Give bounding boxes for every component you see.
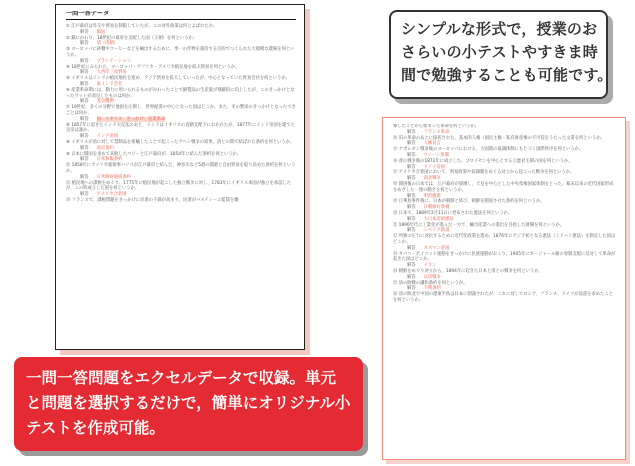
feature-callout-excel-data xyxy=(14,357,363,451)
answer-label: 解答 xyxy=(407,129,416,135)
callout-line: さらいの小テストやすきま時 xyxy=(401,43,599,61)
question-text: ⑱ 開国後の日本では、江戸幕府が崩壊し、天皇を中心とした中央集権国家体制をとった。幕末以来の近代国家形成をめざした一連の動きを何というか。 xyxy=(393,181,614,193)
question-text: ⑬ フランスで、課税問題をきっかけに民衆の不満が高まり、民衆がバスティーユ監獄を襲 xyxy=(66,197,239,203)
answer-text: イラン xyxy=(423,263,437,269)
left-page-content xyxy=(66,11,296,345)
answer-text: 人権宣言 xyxy=(423,141,441,147)
answer-label: 解答 xyxy=(407,216,416,222)
answer-label: 解答 xyxy=(80,29,89,35)
answer-label: 解答 xyxy=(80,157,89,163)
question-text: ① 江戸幕府は外交や貿易を制限していたが、この対外政策は何とよばれたか。 xyxy=(66,24,218,29)
callout-line: 間で勉強することも可能です。 xyxy=(401,66,613,84)
callout-line: テストを作成可能。 xyxy=(26,419,165,437)
answer-label: 解答 xyxy=(407,228,416,234)
answer-text: 日朝修好条規 xyxy=(423,205,450,211)
answer-text: 明治維新 xyxy=(423,193,441,199)
answer-text: ドイツ帝国 xyxy=(423,164,445,170)
answer-label: 解答 xyxy=(407,141,416,147)
answer-text: 南京条約 xyxy=(96,145,114,151)
answer-text: オスマン帝国 xyxy=(423,245,450,251)
answer-text: 東インド会社 xyxy=(96,81,123,87)
question-text: ㉑ 1890年代に工業化が進んだ一方で、輸出産業への進出を目指した財閥を何というか。 xyxy=(393,222,565,228)
answer-text: 鎖国 xyxy=(96,29,106,35)
question-text: ㉔ 朝鮮をめぐり対立から、1894年に起きた日本と清との戦争を何というか。 xyxy=(393,268,543,274)
answer-label: 解答 xyxy=(407,176,416,182)
question-text: ⑫ 植民地への課税をめぐり、1775年に植民地が起こした独立戦争に対し、1783年にイギリス本国が独立を承認したが、この時成立した国を何というか。 xyxy=(66,180,292,192)
question-text: ③ ヨーロッパに砂糖やコーヒーなどを輸出するために、単一の作物を栽培する目的でつくられた大規模な農場を何というか。 xyxy=(66,47,295,58)
answer-text: 下関条約 xyxy=(423,286,441,292)
question-list-right xyxy=(393,124,617,304)
answer-label: 解答 xyxy=(80,145,89,151)
answer-text: 国：イギリス きっかけ：産業革命 xyxy=(96,116,166,122)
question-text: ⑥ 産業革命期には、動力に用いられるものがかわったことで綿製品の生産量が飛躍的に向上したが、このきっかけとなったワットが改良したものは何か。 xyxy=(66,87,295,99)
question-text: ⑧ 1857年に起きたインド大反乱のあと、インドはイギリスの直轄支配下におかれたが、1877年にインド帝国を建てた皇帝は誰か。 xyxy=(66,122,295,134)
question-text: ④ 18世紀にみられた、ヨーロッパ・アフリカ・アメリカ植民地を結ぶ貿易を何というか。 xyxy=(66,64,240,70)
question-text: ② 鎖にかわり、18世紀の幕府を支配した国（王朝）を何というか。 xyxy=(66,35,197,41)
answer-text: シベリア鉄道 xyxy=(423,228,450,234)
question-text: 撃したことから始まった革命を何というか。 xyxy=(393,124,479,129)
answer-label: 解答 xyxy=(407,193,416,199)
question-text: ⑭ 旧の革命のあとに採択された、基本的人権（国民主権・私有財産権の不可侵をうたった文書を何というか。 xyxy=(393,135,605,141)
callout-line: シンプルな形式で，授業のお xyxy=(401,20,598,38)
question-text: ⑯ 普仏戦争後の1871年に成立した、プロイセンを中心とする立憲君主制の国を何というか。 xyxy=(393,158,573,164)
answer-text: アメリカ合衆国 xyxy=(96,192,127,198)
question-text: ⑰ アメリカ合衆国において、貿易政策や奴隷制をめぐる対立から起こった戦争を何というか。 xyxy=(393,170,575,176)
question-text: ㉖ 清の敗北で中国の遼東半島は日本に割譲されたが、これに対してロシア、フランス、ドイツが返還を求めたことを何というか。 xyxy=(393,292,613,303)
answer-label: 解答 xyxy=(80,116,89,122)
question-list-left xyxy=(66,24,296,204)
right-page-content xyxy=(393,124,617,455)
question-text: ⑪ 1858年にアメリカ総領事ハリスが江戸幕府と結んだ、神奈川など5港の開港と自由貿易を取り決めた条約を何というか。 xyxy=(66,163,296,174)
answer-text: 蒸気機関 xyxy=(96,99,114,105)
answer-text: ウィーン体制 xyxy=(423,152,450,158)
answer-label: 解答 xyxy=(407,205,416,211)
answer-text: 大日本帝国憲法 xyxy=(423,216,454,222)
answer-text: 日米和親条約 xyxy=(96,157,123,163)
question-sheet-page-left xyxy=(55,4,305,350)
answer-text: 清（清朝） xyxy=(96,41,119,47)
question-text: ⑮ ナポレオン戦争後のヨーロッパにおける、大国間の協調体制にもとづく国際秩序を何というか。 xyxy=(393,147,584,153)
answer-label: 解答 xyxy=(80,41,89,47)
question-text: ⑳ 日本で、1889年2月11日に発布された憲法を何というか。 xyxy=(393,210,513,216)
question-text: ㉓ タバコ・ボイコット運動をきっかけに民族運動がおこり、1905年にカージャール朝の専制支配に反対して革命が起きた国はどこか。 xyxy=(393,251,616,263)
callout-line: と問題を選択するだけで，簡単にオリジナル小 xyxy=(26,394,351,412)
answer-label: 解答 xyxy=(80,70,89,76)
document-title: 一問一答データ xyxy=(66,11,296,20)
answer-label: 解答 xyxy=(80,81,89,87)
answer-label: 解答 xyxy=(407,286,416,292)
answer-text: プランテーション xyxy=(96,58,131,64)
answer-label: 解答 xyxy=(80,134,89,140)
question-text: ⑩ 日本に開国を求めて来航したペリーと江戸幕府が、1854年に結んだ条約を何というか。 xyxy=(66,151,242,157)
question-text: ⑤ イギリスはインドの植民地化を進め、アジア貿易を拡大していったが、中心となっていた貿易会社を何というか。 xyxy=(66,76,290,82)
callout-line: 一問一答問題をエクセルデータで収録。単元 xyxy=(26,369,337,387)
answer-text: フランス革命 xyxy=(423,129,450,135)
answer-label: 解答 xyxy=(80,174,89,180)
question-sheet-page-right xyxy=(382,117,626,460)
answer-text: インド帝国 xyxy=(96,134,119,140)
question-text: ⑨ イギリスが清に対して禁制品を密輸したことで起こったアヘン戦争の結果、清との間で結ばれた条約を何というか。 xyxy=(66,139,295,145)
answer-text: 南北戦争 xyxy=(423,176,441,182)
question-text: ㉒ 列強の圧力に対抗するために近代化政策を進め、1876年にアジア初となる憲法（ミドハト憲法）を制定した国はどこか。 xyxy=(393,234,616,245)
feature-callout-simple-format xyxy=(389,10,613,99)
answer-label: 解答 xyxy=(407,164,416,170)
answer-label: 解答 xyxy=(80,58,89,64)
question-text: ⑦ 19世紀、多くの分野で他国を圧倒し、世界経済の中心となった国はどこか。また、その繁栄のきっかけとなったできごとは何か。 xyxy=(66,105,296,116)
answer-label: 解答 xyxy=(407,152,416,158)
answer-text: 日清戦争 xyxy=(423,274,441,280)
answer-label: 解答 xyxy=(80,99,89,105)
answer-label: 解答 xyxy=(407,245,416,251)
question-text: ㉕ 清の敗戦の講和条約を何というか。 xyxy=(393,280,468,286)
answer-label: 解答 xyxy=(407,274,416,280)
answer-label: 解答 xyxy=(80,192,89,198)
answer-label: 解答 xyxy=(407,263,416,269)
answer-text: 大西洋三角貿易 xyxy=(96,70,127,76)
answer-text: 日米修好通商条約 xyxy=(96,174,131,180)
question-text: ⑲ 江華島事件後に、日本が朝鮮と結び、朝鮮を開国させた条約を何というか。 xyxy=(393,199,545,205)
